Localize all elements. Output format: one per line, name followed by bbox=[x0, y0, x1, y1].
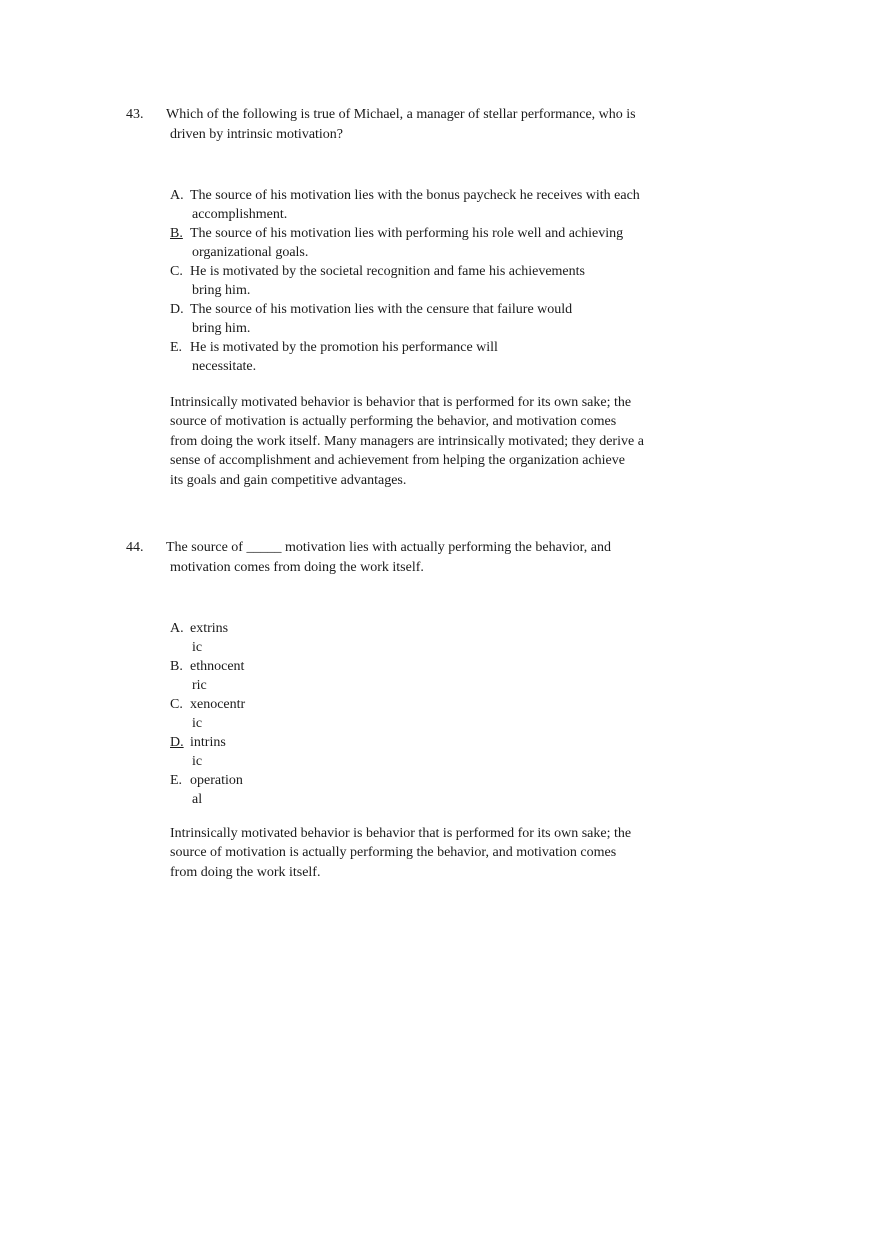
explanation-44 bbox=[170, 824, 670, 882]
option-text: ethnocent bbox=[190, 659, 245, 674]
option-d bbox=[170, 300, 640, 338]
option-a bbox=[170, 186, 640, 224]
option-letter: C. bbox=[170, 697, 183, 712]
option-letter: B. bbox=[170, 659, 183, 674]
option-text: The source of his motivation lies with performing his role well and achieving bbox=[190, 226, 624, 241]
option-text: He is motivated by the societal recognition and fame his achievements bbox=[190, 264, 585, 279]
option-e bbox=[170, 338, 640, 376]
question-text bbox=[166, 105, 666, 145]
option-text: organizational goals. bbox=[192, 245, 309, 260]
option-d bbox=[170, 733, 245, 771]
answer-options-44 bbox=[170, 619, 245, 809]
option-c bbox=[170, 695, 245, 733]
option-text: al bbox=[192, 792, 203, 807]
explanation-line: Intrinsically motivated behavior is behavior that is performed for its own sake; the bbox=[170, 395, 632, 410]
explanation-line: source of motivation is actually performing the behavior, and motivation comes bbox=[170, 414, 617, 430]
option-c bbox=[170, 262, 640, 300]
option-text: extrins bbox=[190, 621, 229, 636]
option-text: The source of his motivation lies with the bonus paycheck he receives with each bbox=[190, 188, 640, 203]
question-text-line: The source of _____ motivation lies with actually performing the behavior, and bbox=[166, 540, 611, 555]
option-b bbox=[170, 657, 245, 695]
explanation-line: its goals and gain competitive advantages. bbox=[170, 472, 407, 488]
option-letter: A. bbox=[170, 188, 184, 203]
explanation-43 bbox=[170, 393, 670, 490]
explanation-line: source of motivation is actually performing the behavior, and motivation comes bbox=[170, 845, 617, 861]
option-text: bring him. bbox=[192, 321, 251, 336]
answer-options-43 bbox=[170, 186, 640, 376]
explanation-line: sense of accomplishment and achievement from helping the organization achieve bbox=[170, 453, 625, 469]
explanation-line: from doing the work itself. Many managers are intrinsically motivated; they derive a bbox=[170, 433, 644, 449]
option-text: operation bbox=[190, 773, 243, 788]
option-text: ic bbox=[192, 640, 203, 655]
option-letter: E. bbox=[170, 773, 183, 788]
option-text: xenocentr bbox=[190, 697, 246, 712]
correct-option-letter: B. bbox=[170, 226, 183, 241]
question-text bbox=[166, 538, 666, 578]
option-text: accomplishment. bbox=[192, 207, 288, 222]
question-number: 43. bbox=[126, 107, 144, 122]
option-text: necessitate. bbox=[192, 359, 257, 374]
option-letter: C. bbox=[170, 264, 183, 279]
option-e bbox=[170, 771, 245, 809]
option-letter: D. bbox=[170, 302, 184, 317]
option-letter: E. bbox=[170, 340, 183, 355]
option-text: The source of his motivation lies with the censure that failure would bbox=[190, 302, 573, 317]
explanation-line: Intrinsically motivated behavior is behavior that is performed for its own sake; the bbox=[170, 826, 632, 841]
option-text: bring him. bbox=[192, 283, 251, 298]
option-text: intrins bbox=[190, 735, 226, 750]
question-number: 44. bbox=[126, 540, 144, 555]
correct-option-letter: D. bbox=[170, 735, 184, 750]
option-b bbox=[170, 224, 640, 262]
option-text: He is motivated by the promotion his performance will bbox=[190, 340, 498, 355]
option-text: ric bbox=[192, 678, 207, 693]
option-text: ic bbox=[192, 754, 203, 769]
question-text-line: Which of the following is true of Michael, a manager of stellar performance, who is bbox=[166, 107, 636, 122]
explanation-line: from doing the work itself. bbox=[170, 864, 321, 880]
option-letter: A. bbox=[170, 621, 184, 636]
option-text: ic bbox=[192, 716, 203, 731]
question-text-line: motivation comes from doing the work itself. bbox=[170, 560, 424, 575]
question-text-line: driven by intrinsic motivation? bbox=[170, 127, 344, 142]
option-a bbox=[170, 619, 245, 657]
